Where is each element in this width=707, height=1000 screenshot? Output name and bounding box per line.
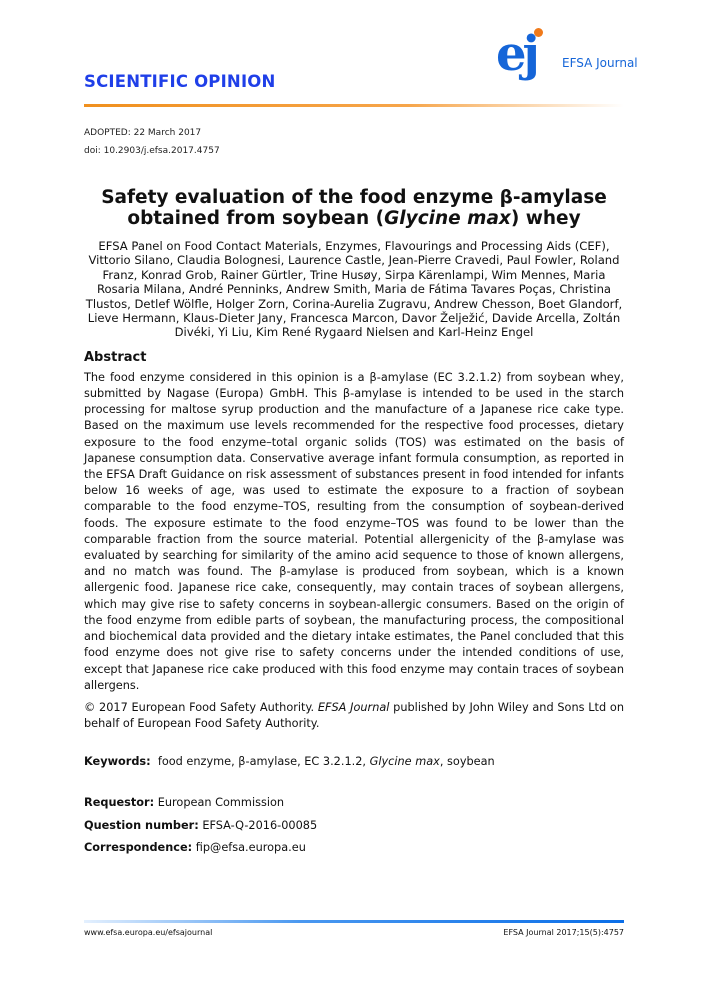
keywords-text-end: , soybean: [439, 755, 495, 769]
title-text: Safety evaluation of the food enzyme β-amylase obtained from soybean (: [101, 187, 607, 229]
header-divider: [84, 104, 624, 107]
correspondence-label: Correspondence:: [84, 841, 193, 855]
requestor-label: Requestor:: [84, 796, 155, 810]
logo-mark: ej: [496, 26, 536, 82]
keywords-species: Glycine max: [369, 755, 440, 769]
correspondence-email[interactable]: fip@efsa.europa.eu: [192, 841, 306, 855]
question-number: [84, 818, 624, 833]
document-body: [84, 72, 624, 855]
doi: doi: 10.2903/j.efsa.2017.4757: [84, 146, 220, 156]
copyright-text: © 2017 European Food Safety Authority.: [84, 700, 318, 714]
authors: EFSA Panel on Food Contact Materials, Enzymes, Flavourings and Processing Aids (CEF), Vittorio Silano, Claudia Bolognesi, Laurence Castle, Jean-Pierre Cravedi, Paul Fowler, Roland Franz, Konrad Grob, Rainer Gürtler, Trine Husøy, Sirpa Kärenlampi, Wim Mennes, Maria Rosaria Milana, André Penninks, Andrew Smith, Maria de Fátima Tavares Poças, Christina Tlustos, Detlef Wölfle, Holger Zorn, Corina-Aurelia Zugravu, Andrew Chesson, Boet Glandorf, Lieve Hermann, Klaus-Dieter Jany, Francesca Marcon, Davor Želježić, Davide Arcella, Zoltán Divéki, Yi Liu, Kim René Rygaard Nielsen and Karl-Heinz Engel: [85, 239, 623, 340]
keywords-text: food enzyme, β-amylase, EC 3.2.1.2,: [150, 755, 370, 769]
keywords-label: Keywords:: [84, 755, 151, 769]
abstract-heading: Abstract: [84, 349, 147, 365]
adopted-date: ADOPTED: 22 March 2017: [84, 128, 202, 138]
page-title: [84, 187, 624, 229]
requestor: [84, 795, 624, 810]
abstract-text: The food enzyme considered in this opinion is a β-amylase (EC 3.2.1.2) from soybean whey, submitted by Nagase (Europa) GmbH. This β-amylase is intended to be used in the starch processing for maltose syrup production and the manufacture of a Japanese rice cake type. Based on the maximum use levels recommended for the respective food processes, dietary exposure to the food enzyme–total organic solids (TOS) was estimated on the basis of Japanese consumption data. Conservative average infant formula consumption, as reported in the EFSA Draft Guidance on risk assessment of substances present in food intended for infants below 16 weeks of age, was used to estimate the exposure to a fraction of soybean comparable to the food enzyme–TOS, resulting from the consumption of soybean-derived foods. The exposure estimate to the food enzyme–TOS was found to be lower than the comparable fraction from the source material. Potential allergenicity of the β-amylase was evaluated by searching for similarity of the amino acid sequence to those of known allergens, and no match was found. The β-amylase is produced from soybean, which is a known allergenic food. Japanese rice cake, consequently, may contain traces of soybean allergens, which may give rise to safety concerns in soybean-allergic consumers. Based on the origin of the food enzyme from edible parts of soybean, the manufacturing process, the compositional and biochemical data provided and the dietary intake estimates, the Panel concluded that this food enzyme does not give rise to safety concerns under the intended conditions of use, except that Japanese rice cake produced with this food enzyme may contain traces of soybean allergens.: [84, 370, 624, 692]
logo-text: EFSA Journal: [562, 56, 638, 70]
question-label: Question number:: [84, 819, 199, 833]
title-species: Glycine max: [384, 208, 511, 229]
title-text-end: ) whey: [510, 208, 581, 229]
footer-url[interactable]: www.efsa.europa.eu/efsajournal: [84, 928, 213, 937]
copyright: [84, 700, 624, 732]
copyright-journal: EFSA Journal: [317, 700, 390, 714]
footer-citation: EFSA Journal 2017;15(5):4757: [503, 928, 624, 937]
copyright-text-end: published by John Wiley and Sons Ltd on behalf of European Food Safety Authority.: [84, 700, 624, 731]
section-label: SCIENTIFIC OPINION: [84, 72, 276, 91]
footer-divider: [84, 920, 624, 923]
correspondence: [84, 840, 624, 855]
requestor-value: European Commission: [154, 796, 285, 810]
keywords: [84, 754, 624, 769]
question-value: EFSA-Q-2016-00085: [198, 819, 318, 833]
